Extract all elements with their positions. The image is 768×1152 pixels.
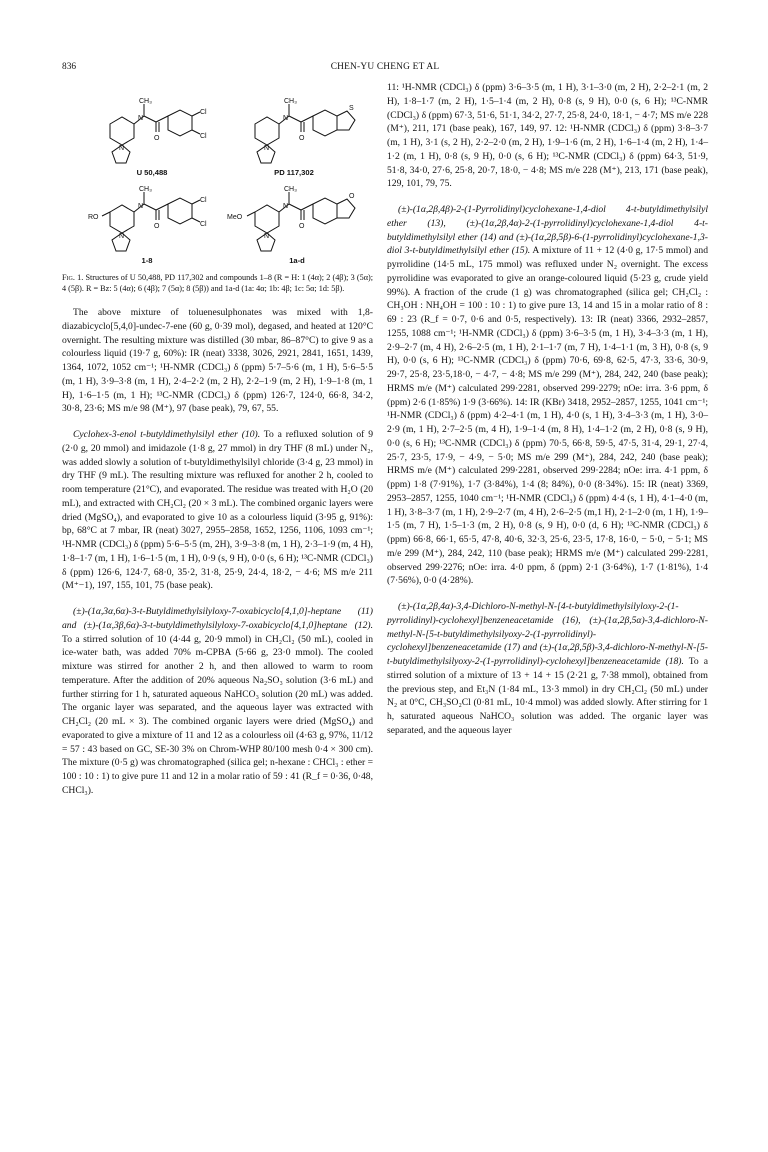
heading-compound-11-12: (±)-(1α,3α,6α)-3-t-Butyldimethylsilyloxy-7-oxabicyclo[4,1,0]-heptane (11) and (±)-(1α,3β,6α)-3-t-butyldimethylsilyloxy-7-oxabicyclo[4,1,0]heptane (12). xyxy=(62,606,373,631)
svg-text:N: N xyxy=(283,203,289,210)
svg-text:Cl: Cl xyxy=(200,221,207,228)
left-column xyxy=(62,82,373,798)
caption-text: Structures of U 50,488, PD 117,302 and compounds 1–8 (R = H: 1 (4α); 2 (4β); 3 (5α); 4 (5β). R = Bz: 5 (4α); 6 (4β); 7 (5α); 8 (5β)) and 1a-d (1a: 4α; 1b: 4β; 1c: 5α; 1d: 5β). xyxy=(62,273,374,293)
svg-text:MeO: MeO xyxy=(227,214,243,221)
svg-text:O: O xyxy=(299,135,305,142)
right-column xyxy=(387,81,708,738)
paragraph-compound-10 xyxy=(62,428,373,593)
svg-text:N: N xyxy=(283,115,289,122)
structure-1-8 xyxy=(88,186,207,251)
svg-text:RO: RO xyxy=(88,214,99,221)
paragraph-compound-13-15 xyxy=(387,203,708,588)
paragraph-nmr-11-12: 11: ¹H-NMR (CDCl₃) δ (ppm) 3·6–3·5 (m, 1 H), 3·1–3·0 (m, 2 H), 2·2–2·1 (m, 2 H), 1·8–1·7 (m, 2 H), 1·5–1·4 (m, 2 H), 0·8 (s, 9 H), 0·0 (s, 6 H); ¹³C-NMR (CDCl₃) δ (ppm) 67·3, 51·6, 51·1, 34·2, 27·7, 25·8, 24·0, 18·1, − 4·7; MS m/e 228 (M⁺), 211, 171 (base peak), 167, 149, 97. 12: ¹H-NMR (CDCl₃) δ (ppm) 3·8–3·7 (m, 1 H), 3·1 (s, 2 H), 2·2–2·0 (m, 2 H), 1·9–1·6 (m, 2 H), 1·6–1·4 (m, 2 H), 1·4–1·2 (m, 1 H), 0·8 (s, 9 H), 0·0 (s, 6 H); ¹³C-NMR (CDCl₃) δ (ppm) 64·3, 51·9, 51·8, 34·0, 27·6, 25·8, 20·7, 18·0, − 4·8; MS m/e 228 (M⁺), 213, 171 (base peak), 129, 101, 79, 75. xyxy=(387,82,708,190)
label-u50488: U 50,488 xyxy=(136,168,168,177)
svg-text:N: N xyxy=(264,145,270,152)
svg-text:O: O xyxy=(154,223,160,230)
svg-text:N: N xyxy=(119,145,125,152)
paragraph-compound-11-12 xyxy=(62,605,373,798)
structure-1a-d xyxy=(227,186,355,251)
structure-u50488 xyxy=(110,98,207,163)
svg-text:O: O xyxy=(154,135,160,142)
page-number: 836 xyxy=(62,62,77,72)
paragraph-toluenesulphonates: The above mixture of toluenesulphonates was mixed with 1,8-diazabicyclo[5,4,0]-undec-7-ene (60 g, 0·39 mol), degased, and heated at 120°C overnight. The resulting mixture was distilled (30 mbar, 86–87°C) to give 9 as a colourless liquid (19·7 g, 60%): IR (neat) 3338, 3026, 2921, 2841, 1651, 1439, 1364, 1072, 1052 cm⁻¹; ¹H-NMR (CDCl₃) δ (ppm) 5·7–5·6 (m, 1 H), 5·6–5·5 (m, 1 H), 3·9–3·8 (m, 1 H), 2·4–2·2 (m, 2 H), 2·2–1·9 (m, 2 H), 1·9–1·8 (m, 1 H), 1·6–1·5 (m, 1 H); ¹³C-NMR (CDCl₃) δ (ppm) 126·7, 124·0, 66·8, 34·2, 30·8, 23·6; MS m/e 98 (M⁺), 97 (base peak), 79, 67, 55. xyxy=(62,307,373,415)
figure-1 xyxy=(62,82,373,268)
svg-text:N: N xyxy=(119,233,125,240)
figure-caption xyxy=(62,272,373,294)
running-head: CHEN-YU CHENG ET AL xyxy=(330,62,440,72)
svg-text:CH₃: CH₃ xyxy=(139,186,152,193)
heading-compound-16-18: (±)-(1α,2β,4α)-3,4-Dichloro-N-methyl-N-[4-t-butyldimethylsilyloxy-2-(1-pyrrolidinyl)-cyclohexyl]benzeneacetamide (16), (±)-(1α,2β,5α)-3,4-dichloro-N-methyl-N-[5-t-butyldimethylsilyoxy-2-(1-pyrrolidinyl)-cyclohexyl]benzeneacetamide (17) and (±)-(1α,2β,5β)-3,4-dichloro-N-methyl-N-[5-t-butyldimethylsilyoxy-2-(1-pyrrolidinyl)-cyclohexyl]benzeneacetamide (18). xyxy=(387,601,708,667)
svg-text:CH₃: CH₃ xyxy=(284,186,297,193)
page-header xyxy=(62,62,708,76)
body-compound-13-15: A mixture of 11 + 12 (4·0 g, 17·5 mmol) and pyrrolidine (14·5 mL, 175 mmol) was refluxed under N₂ overnight. The excess pyrrolidine was evaporated to give an orange-coloured liquid (5·23 g, crude yield 99%). A fraction of the crude (1 g) was chromatographed (silica gel; CH₂Cl₂ : CH₃OH : NH₄OH = 100 : 10 : 1) to give pure 13, 14 and 15 in a molar ratio of 8 : 69 : 23 (R_f = 0·7, 0·6 and 0·5, respectively). 13: IR (neat) 3366, 2932–2857, 1255, 1088 cm⁻¹; ¹H-NMR (CDCl₃) δ (ppm) 3·6–3·5 (m, 1 H), 3·4–3·3 (m, 1 H), 2·9–2·7 (m, 4 H), 2·6–2·5 (m, 1 H), 2·1–1·7 (m, 7 H), 1·4–1·1 (m, 3 H), 0·8 (s, 9 H), 0·0 (s, 6 H); ¹³C-NMR (CDCl₃) δ (ppm) 70·6, 69·8, 62·5, 47·3, 33·6, 30·9, 29·7, 25·8, 23·5,18·0, − 4·7, − 4·8; MS m/e 299 (M⁺), 284, 242, 240 (base peak); HRMS m/e (M⁺) calculated 299·2281, observed 299·2279; nOe: irra. 3·6 ppm, δ (ppm) 2·6 (1·85%) 1·9 (3·66%). 14: IR (KBr) 3418, 2952–2857, 1255, 1041 cm⁻¹; ¹H-NMR (CDCl₃) δ (ppm) 4·2–4·1 (m, 1 H), 4·0 (s, 1 H), 3·4–3·3 (m, 1 H), 3·0–2·9 (m, 1 H), 2·7–2·5 (m, 4 H), 1·9–1·4 (m, 8 H), 1·4–1·2 (m, 2 H), 0·8 (s, 9 H), 0·0 (s, 6 H); ¹³C-NMR (CDCl₃) δ (ppm) 70·5, 66·8, 59·5, 47·5, 31·4, 29·1, 27·4, 25·7, 23·5, 17·9, − 4·9, − 5·0; MS m/e 299 (M⁺), 284, 242, 240 (base peak); HRMS m/e (M⁺) calculated 299·2281, observed 299·2284; nOe: irra. 4·1 ppm, δ (ppm) 1·8 (7·91%), 1·7 (3·84%), 1·4 (8; 84%), 0·0 (8·34%). 15: IR (neat) 3369, 2953–2857, 1255, 1040 cm⁻¹; ¹H-NMR (CDCl₃) δ (ppm) 4·4 (s, 1 H), 4·1–4·0 (m, 1 H), 3·8–3·7 (m, 1 H), 2·9–2·7 (m, 4 H), 2·6–2·5 (m,1 H), 2·1–2·0 (m, 1 H), 1·9–1·5 (m, 7 H), 1·5–1·3 (m, 2 H), 0·8 (s, 9 H), 0·0 (d, 6 H); ¹³C-NMR (CDCl₃) δ (ppm) 66·8, 66·1, 65·5, 47·8, 40·6, 32·3, 25·6, 23·5, 17·8, 16·0, − 5·0, − 5·1; MS m/e 299 (M⁺), 284, 242, 110 (base peak); HRMS m/e (M⁺) calculated 299·2281, observed 299·2276; nOe: irra. 4·0 ppm, δ (ppm) 2·1 (3·64%), 1·7 (1·81%), 1·4 (7·56%), 0·0 (4·28%). xyxy=(387,245,708,587)
svg-text:O: O xyxy=(299,223,305,230)
svg-text:O: O xyxy=(349,193,355,200)
heading-compound-10: Cyclohex-3-enol t-butyldimethylsilyl ether (10). xyxy=(73,429,261,440)
svg-text:N: N xyxy=(138,203,144,210)
label-1a-d: 1a-d xyxy=(289,256,305,265)
label-pd117302: PD 117,302 xyxy=(274,168,314,177)
caption-prefix: Fig. 1. xyxy=(62,273,84,282)
body-compound-11-12: To a stirred solution of 10 (4·44 g, 20·9 mmol) in CH₂Cl₂ (50 mL), cooled in ice-water bath, was added 70% m-CPBA (5·66 g, 23·0 mmol). The cooled mixture was stirred for another 2 h, and then allowed to warm to room temperature. After the addition of 20% aqueous Na₂SO₃ solution (3·6 mL) and further stirring for 1 h, saturated aqueous NaHCO₃ solution (20 mL) was added. The organic layer was separated, and the aqueous layer was extracted with CH₂Cl₂ (20 mL × 3). The combined organic layers were dried (MgSO₄) and evaporated to give a mixture of 11 and 12 as a colourless oil (4·63 g, 97%, 11/12 = 57 : 43 based on GC, SE-30 3% on Chrom-WHP 80/100 mesh 0·4 × 300 cm). The mixture (0·5 g) was chromatographed (silica gel; n-hexane : CHCl₃ : ether = 100 : 10 : 1) to give pure 11 and 12 in a molar ratio of 59 : 41 (R_f = 0·36, 0·48, CHCl₃). xyxy=(62,633,373,796)
svg-text:CH₃: CH₃ xyxy=(284,98,297,105)
body-compound-16-18: To a stirred solution of a mixture of 13 + 14 + 15 (2·21 g, 7·38 mmol), obtained from the previous step, and Et₃N (1·84 mL, 13·3 mmol) in dry CH₂Cl₂ (50 mL) under N₂ at 0°C, CH₃SO₂Cl (0·81 mL, 10·4 mmol) was added slowly. After stirring for 1 h, saturated aqueous NaHCO₃ solution was added. The organic layer was separated, and the aqueous layer xyxy=(387,656,708,736)
svg-text:CH₃: CH₃ xyxy=(139,98,152,105)
svg-text:Cl: Cl xyxy=(200,197,207,204)
body-compound-10: To a refluxed solution of 9 (2·0 g, 20 mmol) and imidazole (1·8 g, 27 mmol) in dry THF (8 mL) under N₂, was added slowly a solution of t-butyldimethylsilyl chloride (3·4 g, 23 mmol) in dry THF (9 mL). The resulting mixture was refluxed for another 2 h, cooled to room temperature (21°C), and evaporated. The residue was treated with H₂O (20 mL), and extracted with CH₂Cl₂ (20 × 3 mL). The combined organic layers were dried (MgSO₄), and evaporated to give 10 as a colourless liquid (3·95 g, 91%): bp, 68°C at 7 mbar, IR (neat) 3027, 2955–2858, 1652, 1256, 1106, 1093 cm⁻¹; ¹H-NMR (CDCl₃) δ (ppm) 5·6–5·5 (m, 2H), 3·9–3·8 (m, 1 H), 2·3–1·9 (m, 4 H), 1·8–1·7 (m, 1 H), 1·6–1·5 (m, 1 H), 0·9 (s, 9 H), 0·0 (s, 6 H); ¹³C-NMR (CDCl₃) δ (ppm) 126·6, 124·7, 68·0, 35·2, 31·8, 25·9, 24·4, 18·2, − 4·6; MS m/e 211 (M⁺−1), 197, 155, 101, 75 (base peak). xyxy=(62,429,373,592)
svg-text:N: N xyxy=(264,233,270,240)
svg-text:Cl: Cl xyxy=(200,109,207,116)
label-1-8: 1-8 xyxy=(141,256,153,265)
svg-text:Cl: Cl xyxy=(200,133,207,140)
svg-text:S: S xyxy=(349,105,354,112)
structure-pd117302 xyxy=(255,98,355,163)
svg-text:N: N xyxy=(138,115,144,122)
heading-compound-13-15: (±)-(1α,2β,4β)-2-(1-Pyrrolidinyl)cyclohexane-1,4-diol 4-t-butyldimethylsilyl ether (13), (±)-(1α,2β,4α)-2-(1-pyrrolidinyl)cyclohexane-1,4-diol 4-t-butyldimethylsilyl ether (14) and (±)-(1α,2β,5β)-6-(1-pyrrolidinyl)cyclohexane-1,3-diol 3-t-butyldimethylsilyl ether (15). xyxy=(387,204,708,257)
paragraph-compound-16-18 xyxy=(387,600,708,738)
